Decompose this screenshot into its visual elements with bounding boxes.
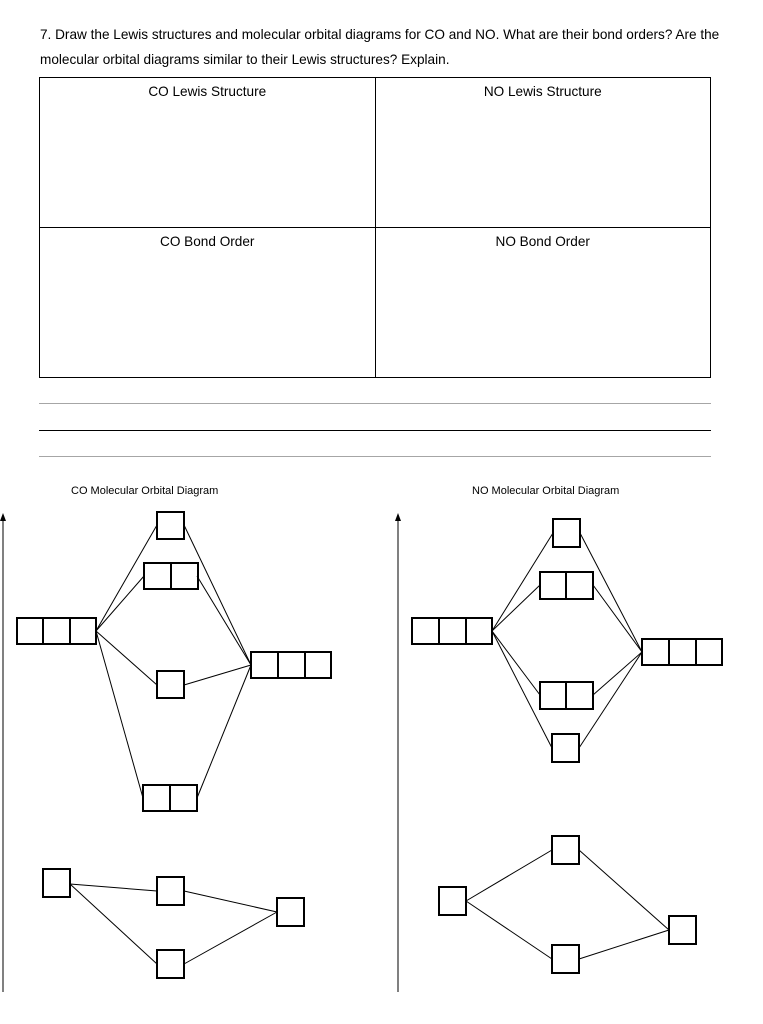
co-pi-star-2p-orbitals[interactable] xyxy=(144,563,198,589)
co-sigma-2s-orbital[interactable] xyxy=(157,950,184,978)
no-sigma-2s-orbital[interactable] xyxy=(552,945,579,973)
co-sigma-star-2s-orbital[interactable] xyxy=(157,877,184,905)
no-n-2p-orbitals[interactable] xyxy=(412,618,492,644)
co-sigma-star-2p-orbital[interactable] xyxy=(157,512,184,539)
no-n-2s-orbital[interactable] xyxy=(439,887,466,915)
no-energy-axis xyxy=(395,513,401,992)
co-lewis-label: CO Lewis Structure xyxy=(148,84,267,99)
co-bond-order-label: CO Bond Order xyxy=(160,234,255,249)
co-energy-axis xyxy=(0,513,6,992)
co-o-2s-orbital[interactable] xyxy=(277,898,304,926)
co-2s-connectors xyxy=(70,884,277,964)
co-2p-connectors xyxy=(96,525,251,798)
co-o-2p-orbitals[interactable] xyxy=(251,652,331,678)
no-diagram-title: NO Molecular Orbital Diagram xyxy=(472,485,620,497)
no-2p-connectors xyxy=(492,533,642,748)
co-pi-2p-orbitals[interactable] xyxy=(143,785,197,811)
no-lewis-label: NO Lewis Structure xyxy=(483,84,602,99)
no-o-2s-orbital[interactable] xyxy=(669,916,696,944)
co-diagram-title: CO Molecular Orbital Diagram xyxy=(71,485,219,497)
no-sigma-2p-orbital[interactable] xyxy=(552,734,579,762)
no-pi-star-2p-orbitals[interactable] xyxy=(540,572,593,599)
co-mo-diagram xyxy=(0,512,331,992)
co-c-2s-orbital[interactable] xyxy=(43,869,70,897)
question-text: 7. Draw the Lewis structures and molecular orbital diagrams for CO and NO. What are their bond orders? Are the molecular orbital diagrams similar to their Lewis structures? Explain. xyxy=(40,27,720,67)
no-bond-order-label: NO Bond Order xyxy=(495,234,590,249)
no-pi-2p-orbitals[interactable] xyxy=(540,682,593,709)
no-mo-diagram xyxy=(395,513,722,992)
no-2s-connectors xyxy=(466,850,669,959)
co-sigma-2p-orbital[interactable] xyxy=(157,671,184,698)
co-c-2p-orbitals[interactable] xyxy=(17,618,96,644)
no-o-2p-orbitals[interactable] xyxy=(642,639,722,665)
no-sigma-star-2p-orbital[interactable] xyxy=(553,519,580,547)
no-sigma-star-2s-orbital[interactable] xyxy=(552,836,579,864)
